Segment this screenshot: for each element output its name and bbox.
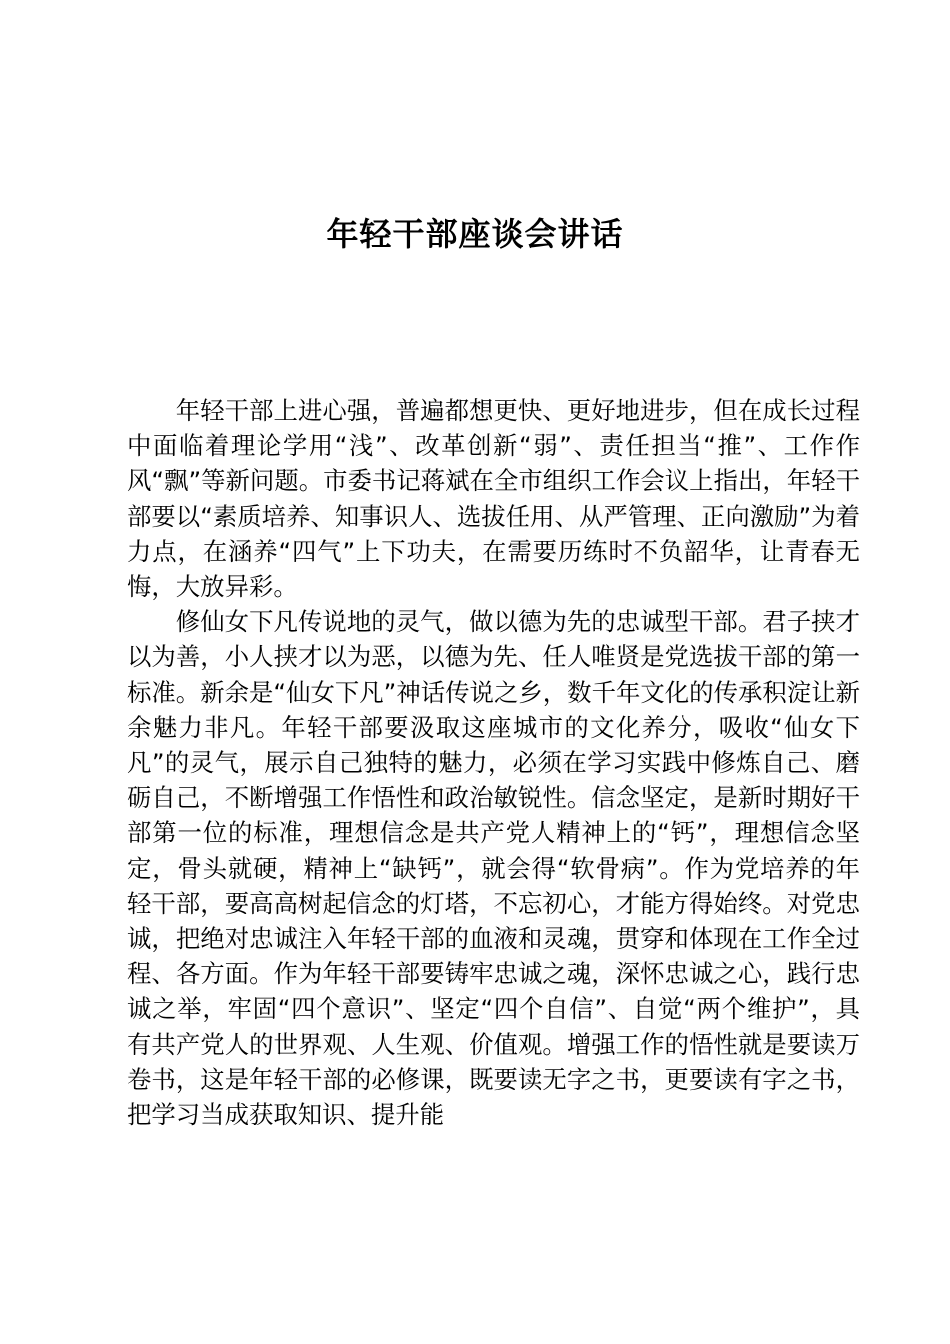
document-body [127, 393, 860, 1132]
document-title: 年轻干部座谈会讲话 [326, 215, 624, 253]
paragraph-intro: 年轻干部上进心强，普遍都想更快、更好地进步，但在成长过程中面临着理论学用“浅”、改革创新“弱”、责任担当“推”、工作作风“飘”等新问题。市委书记蒋斌在全市组织工作会议上指出，年轻干部要以“素质培养、知事识人、选拔任用、从严管理、正向激励”为着力点，在涵养“四气”上下功夫，在需要历练时不负韶华，让青春无悔，大放异彩。 [127, 396, 860, 602]
paragraph-loyalty: 修仙女下凡传说地的灵气，做以德为先的忠诚型干部。君子挟才以为善，小人挟才以为恶，以德为先、任人唯贤是党选拔干部的第一标准。新余是“仙女下凡”神话传说之乡，数千年文化的传承积淀让新余魅力非凡。年轻干部要汲取这座城市的文化养分，吸收“仙女下凡”的灵气，展示自己独特的魅力，必须在学习实践中修炼自己、磨砺自己，不断增强工作悟性和政治敏锐性。信念坚定，是新时期好干部第一位的标准，理想信念是共产党人精神上的“钙”，理想信念坚定，骨头就硬，精神上“缺钙”，就会得“软骨病”。作为党培养的年轻干部，要高高树起信念的灯塔，不忘初心，才能方得始终。对党忠诚，把绝对忠诚注入年轻干部的血液和灵魂，贯穿和体现在工作全过程、各方面。作为年轻干部要铸牢忠诚之魂，深怀忠诚之心，践行忠诚之举，牢固“四个意识”、坚定“四个自信”、自觉“两个维护”，具有共产党人的世界观、人生观、价值观。增强工作的悟性就是要读万卷书，这是年轻干部的必修课，既要读无字之书，更要读有字之书，把学习当成获取知识、提升能 [127, 607, 860, 1130]
